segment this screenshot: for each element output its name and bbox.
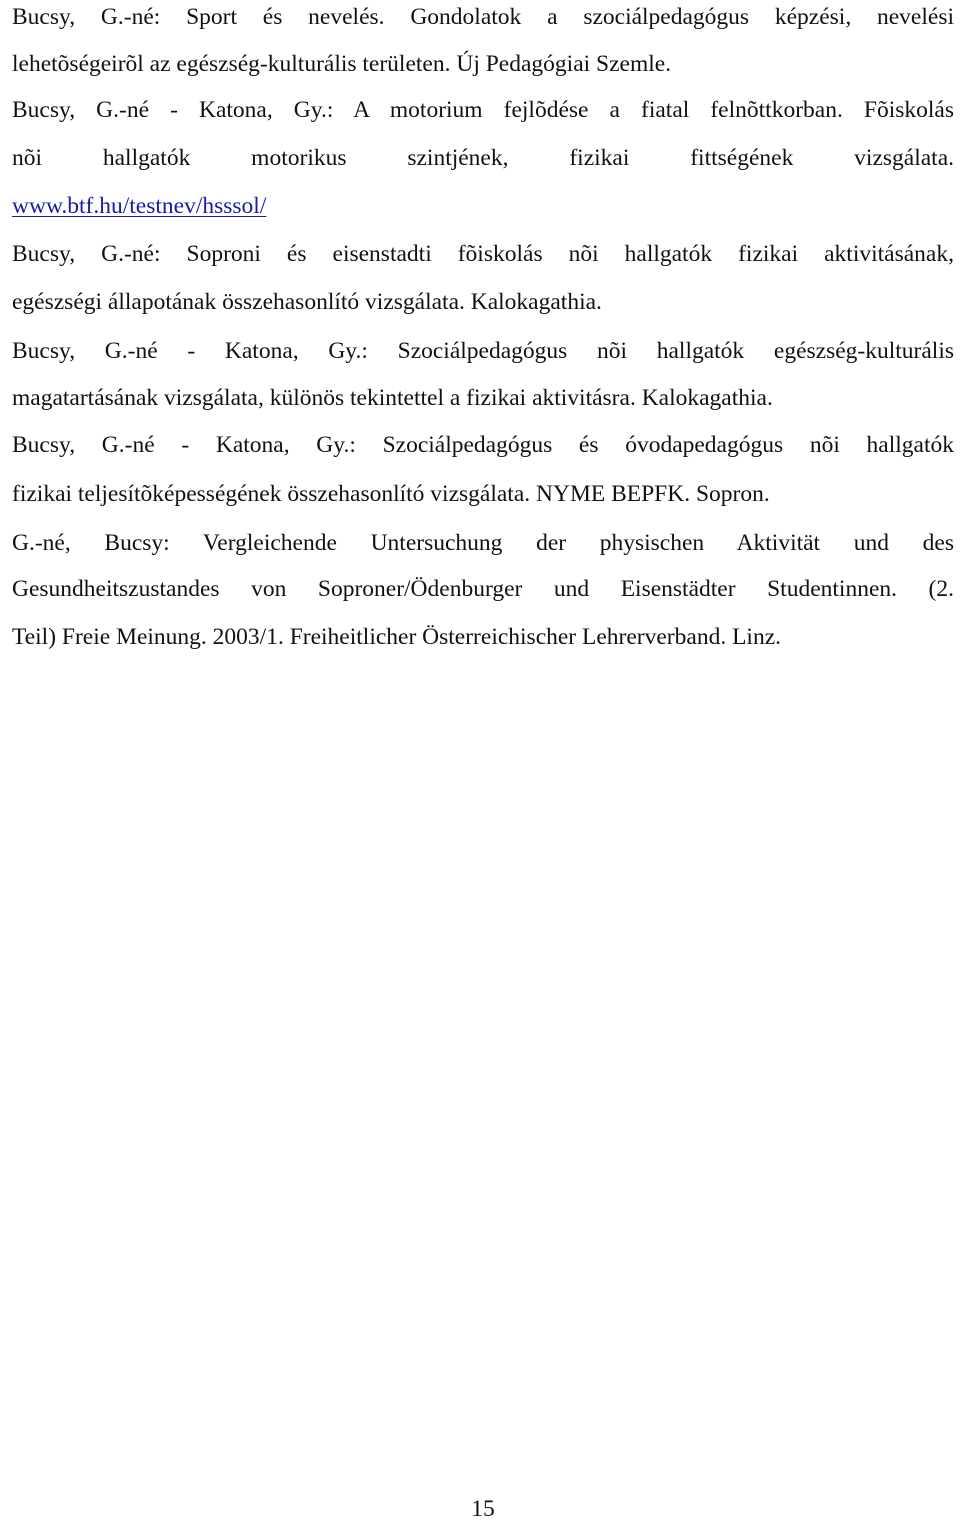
reference-line: nõi hallgatók motorikus szintjének, fizikai fittségének vizsgálata. xyxy=(12,145,954,171)
reference-line: G.-né, Bucsy: Vergleichende Untersuchung der physischen Aktivität und des xyxy=(12,530,954,556)
page-number: 15 xyxy=(471,1496,495,1522)
reference-line: magatartásának vizsgálata, különös tekintettel a fizikai aktivitásra. Kalokagathia. xyxy=(12,385,773,411)
reference-line: egészségi állapotának összehasonlító vizsgálata. Kalokagathia. xyxy=(12,289,602,315)
reference-line: Bucsy, G.-né: Sport és nevelés. Gondolatok a szociálpedagógus képzési, nevelési xyxy=(12,4,954,30)
reference-link-line xyxy=(12,191,954,221)
reference-link[interactable]: www.btf.hu/testnev/hsssol/ xyxy=(12,193,267,219)
reference-line: Bucsy, G.-né - Katona, Gy.: Szociálpedagógus és óvodapedagógus nõi hallgatók xyxy=(12,432,954,458)
reference-line: Bucsy, G.-né: Soproni és eisenstadti fõiskolás nõi hallgatók fizikai aktivitásának, xyxy=(12,241,954,267)
reference-line: fizikai teljesítõképességének összehasonlító vizsgálata. NYME BEPFK. Sopron. xyxy=(12,481,770,507)
reference-line: Gesundheitszustandes von Soproner/Ödenburger und Eisenstädter Studentinnen. (2. xyxy=(12,576,954,602)
reference-line: lehetõségeirõl az egészség-kulturális területen. Új Pedagógiai Szemle. xyxy=(12,51,672,77)
reference-line: Bucsy, G.-né - Katona, Gy.: A motorium fejlõdése a fiatal felnõttkorban. Fõiskolás xyxy=(12,97,954,123)
reference-line: Bucsy, G.-né - Katona, Gy.: Szociálpedagógus nõi hallgatók egészség-kulturális xyxy=(12,338,954,364)
reference-line: Teil) Freie Meinung. 2003/1. Freiheitlicher Österreichischer Lehrerverband. Linz. xyxy=(12,624,782,650)
